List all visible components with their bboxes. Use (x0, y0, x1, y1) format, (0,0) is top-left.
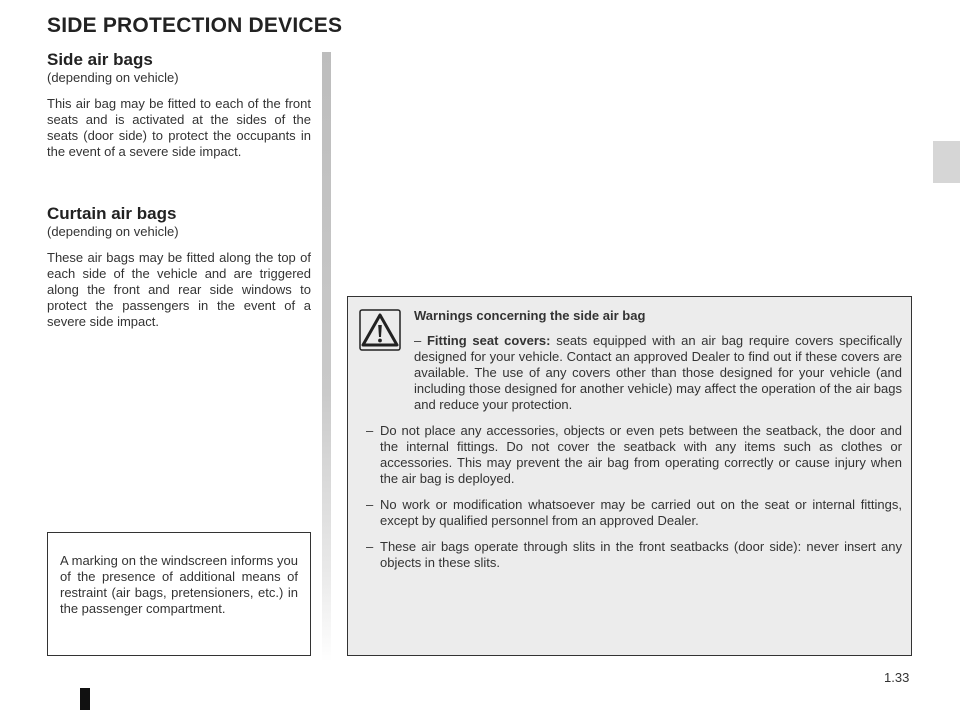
warning-item-slits (366, 539, 902, 571)
warning-box (347, 296, 912, 656)
curtain-air-bags-heading: Curtain air bags (47, 204, 177, 223)
curtain-air-bags-body: These air bags may be fitted along the top of each side of the vehicle and are triggered along the front and rear side windows to protect the passengers in the event of a severe side impact. (47, 250, 311, 329)
warning-item-accessories (366, 423, 902, 487)
curtain-air-bags-subheading: (depending on vehicle) (47, 224, 179, 239)
warning-item-text: These air bags operate through slits in the front seatbacks (door side): never insert any objects in these slits. (380, 539, 902, 570)
page-number: 1.33 (884, 670, 910, 685)
crop-mark (80, 688, 90, 710)
warning-body (366, 307, 902, 571)
column-divider (322, 52, 331, 662)
warning-item-dash: – (366, 539, 374, 554)
side-air-bags-body: This air bag may be fitted to each of the front seats and is activated at the sides of the seats (door side) to protect the occupants in the event of a severe side impact. (47, 96, 311, 159)
note-box (47, 532, 311, 656)
warning-item-lead: Fitting seat covers: (426, 333, 551, 348)
section-side-air-bags (47, 50, 311, 160)
section-curtain-air-bags (47, 204, 311, 330)
page-title: SIDE PROTECTION DEVICES (47, 14, 343, 37)
left-column (47, 50, 311, 329)
warning-item-seat-covers (366, 333, 902, 413)
warning-item-dash: – (366, 423, 374, 438)
chapter-tab (933, 141, 960, 183)
warning-item-text: No work or modification whatsoever may be carried out on the seat or internal fittings, except by qualified personnel from an approved Dealer. (380, 497, 902, 528)
warning-item-text: seats equipped with an air bag require covers specifically designed for your vehicle. Contact an approved Dealer to find out if these covers are available. The use of any covers other than those designed for your vehicle (and including those designed for another vehicle) may affect the operation of the air bags and reduce your protection. (414, 333, 902, 412)
warning-item-dash: – (414, 333, 422, 348)
note-text: A marking on the windscreen informs you of the presence of additional means of restraint (air bags, pretensioners, etc.) in the passenger compartment. (60, 553, 298, 616)
side-air-bags-subheading: (depending on vehicle) (47, 70, 179, 85)
side-air-bags-heading: Side air bags (47, 50, 153, 69)
warning-item-dash: – (366, 497, 374, 512)
warning-item-modification (366, 497, 902, 529)
warning-item-text: Do not place any accessories, objects or even pets between the seatback, the door and the internal fittings. Do not cover the seatback with any items such as clothes or accessories. This may prevent the air bag from operating correctly or cause injury when the air bag is deployed. (380, 423, 902, 486)
warning-title: Warnings concerning the side air bag (414, 308, 646, 323)
